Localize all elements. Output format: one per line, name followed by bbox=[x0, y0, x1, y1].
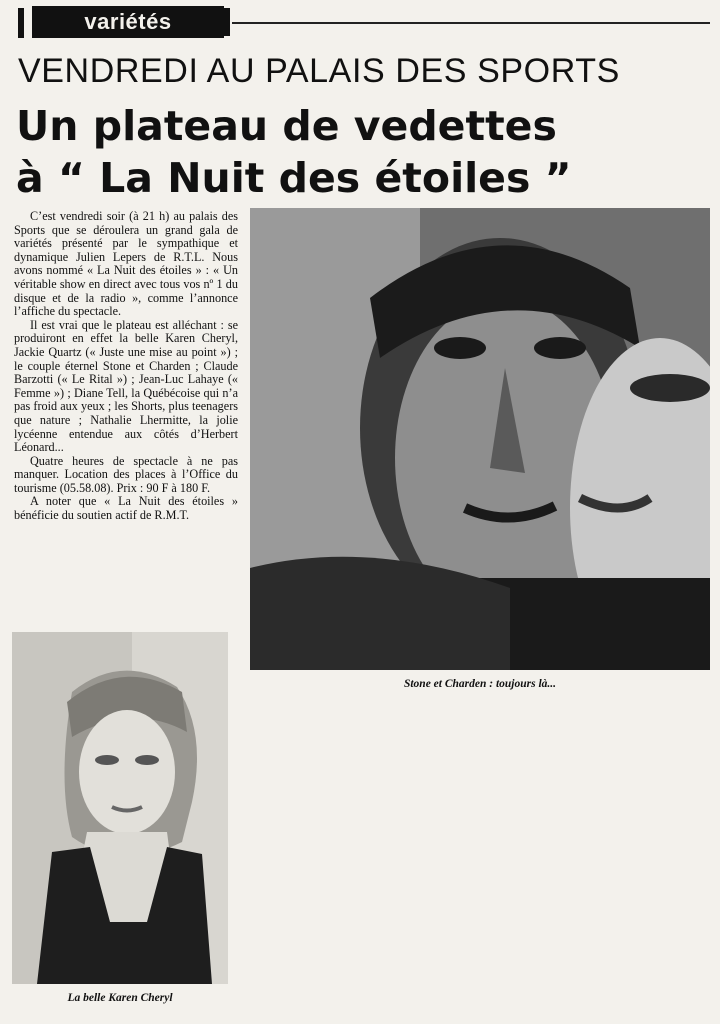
photo-stone-charden bbox=[250, 208, 710, 670]
section-bar-right bbox=[224, 8, 230, 36]
section-header bbox=[18, 6, 224, 38]
article-paragraph: C’est vendredi soir (à 21 h) au palais des Sports que se déroulera un grand gala de variétés présenté par le sympathique et dynamique Julien Lepers de R.T.L. Nous avons nommé « La Nuit des étoiles » : « Un véritable show en direct avec tous vos nº 1 du disque et de la radio », comme l’annonce l’affiche du spectacle. bbox=[14, 209, 238, 319]
photo-caption-small: La belle Karen Cheryl bbox=[67, 992, 173, 1004]
headline-line-1: Un plateau de vedettes bbox=[16, 102, 557, 150]
headline bbox=[16, 100, 710, 204]
headline-line-2: à “ La Nuit des étoiles ” bbox=[16, 154, 572, 202]
photo-karen-cheryl bbox=[12, 632, 228, 984]
article-body bbox=[14, 210, 238, 523]
header-rule bbox=[232, 22, 710, 24]
section-bar-left bbox=[18, 8, 24, 38]
photo-karen-cheryl-illustration bbox=[12, 632, 228, 984]
article-paragraph: Quatre heures de spectacle à ne pas manquer. Location des places à l’Office du tourisme (05.58.08). Prix : 90 F à 180 F. bbox=[14, 453, 238, 495]
article-paragraph: A noter que « La Nuit des étoiles » bénéficie du soutien actif de R.M.T. bbox=[14, 494, 238, 523]
section-label: variétés bbox=[32, 6, 224, 38]
photo-caption-main: Stone et Charden : toujours là... bbox=[403, 678, 557, 690]
photo-stone-charden-illustration bbox=[250, 208, 710, 670]
kicker-heading: VENDREDI AU PALAIS DES SPORTS bbox=[18, 52, 620, 90]
article-paragraph: Il est vrai que le plateau est alléchant : se produiront en effet la belle Karen Cheryl, Jackie Quartz (« Juste une mise au point ») ; le couple éternel Stone et Charden ; Claude Barzotti (« Le Rital ») ; Jean-Luc Lahaye (« Femme ») ; Diane Tell, la Québécoise qui n’a pas froid aux yeux ; les Shorts, plus teenagers que nature ; Nathalie Lhermitte, la jolie lycéenne entendue aux côtés d’Herbert Léonard... bbox=[14, 317, 238, 455]
